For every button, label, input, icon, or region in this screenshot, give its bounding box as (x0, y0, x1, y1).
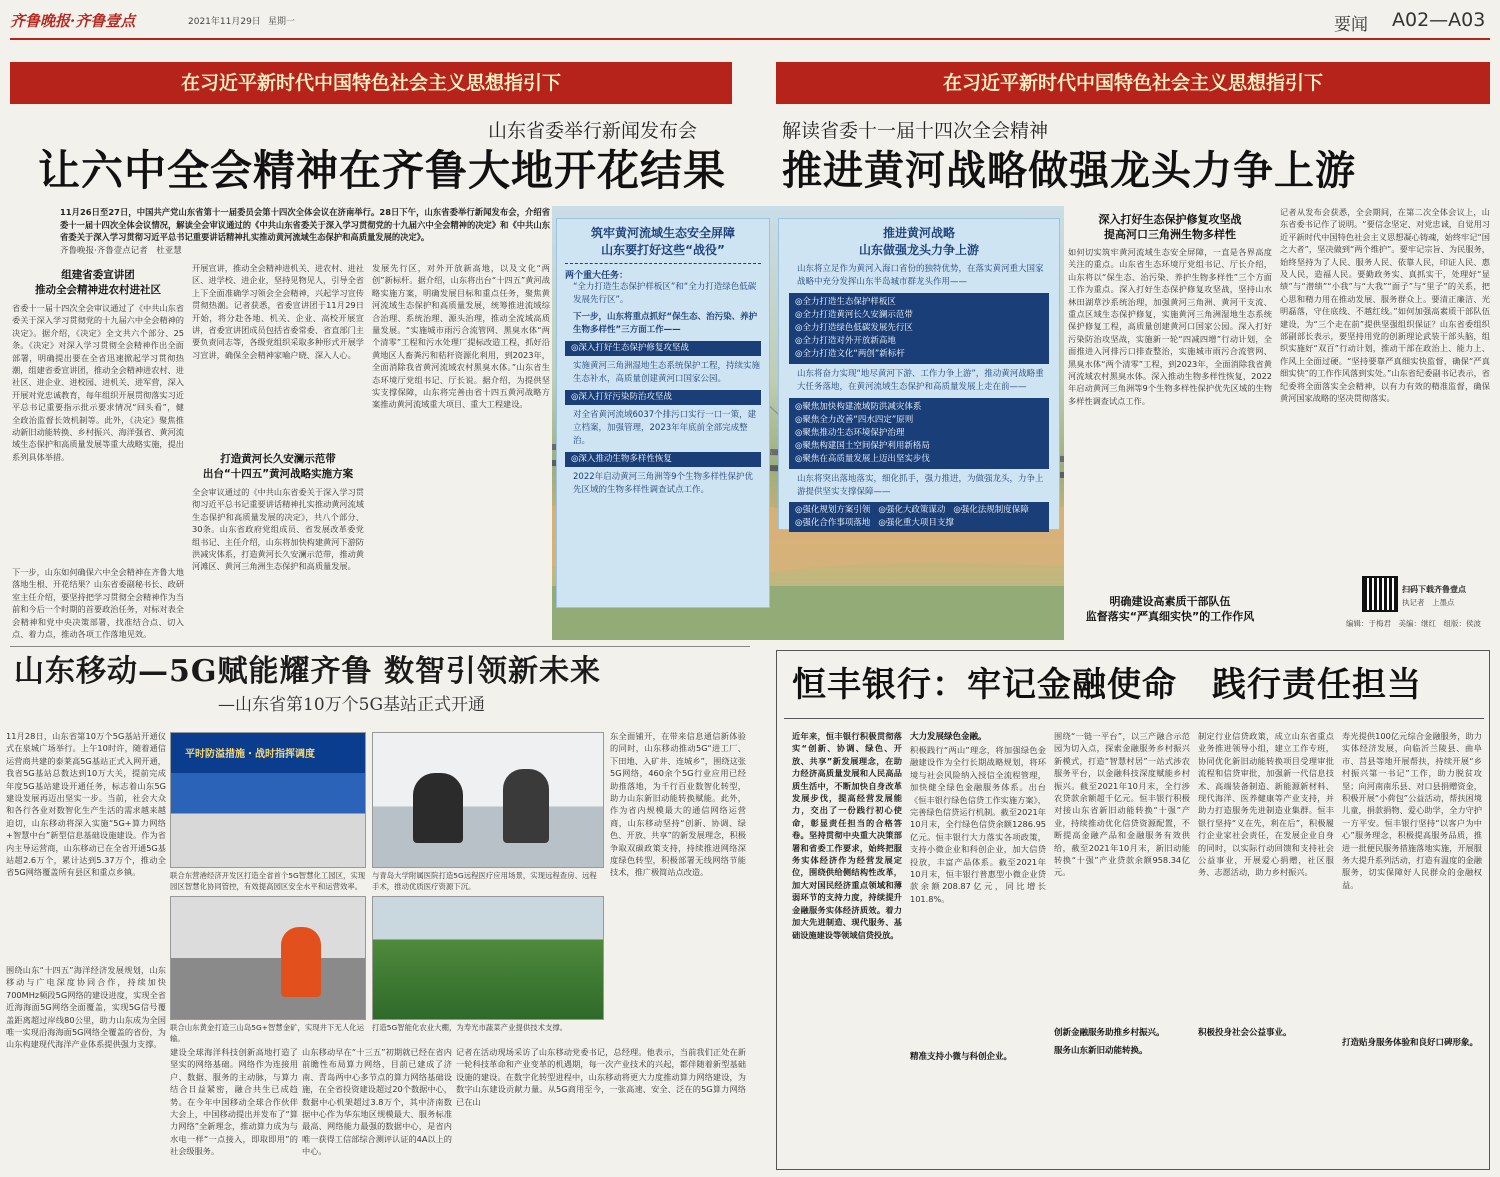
left-byline: 齐鲁晚报·齐鲁壹点记者 杜亚慧 (60, 246, 182, 256)
ad2-subhead-service: 打造贴身服务体验和良好口碑形象。 (1342, 1038, 1479, 1048)
person-figure (503, 769, 549, 843)
box1-item-3-text: 2022年启动黄河三角洲等9个生物多样性保护优先区域的生物多样性调查试点工作。 (573, 472, 754, 495)
ad1-col4-text: 东全面铺开，在带来信息通信新体验的同时，山东移动推动5G“进工厂、下田地、入矿井、连城乡”，围绕这张5G网络，460余个5G行业应用已经助推落地，为千行百业数智化转型，助力山东新旧动能转换赋能。此外，作为省内规模最大的通信网络运营商，山东移动坚持“创新、协调、绿色、开放、共享”的新发展理念，积极争取双碳政策支持，持续推进网络深度绿色转型，积极部署无线网络节能技术，推广极简站点改造。 (610, 731, 746, 878)
box2-tag: ◎强化重大项目支撑 (878, 518, 954, 528)
section-label: 要闻 (1334, 15, 1368, 35)
box1-item-3: ◎深入推动生物多样性恢复 (565, 452, 761, 467)
left-subhead-2: 打造黄河长久安澜示范带 出台“十四五”黄河战略实施方案 (202, 453, 354, 480)
right-col1-text: 如何切实筑牢黄河流域生态安全屏障，一直是各界高度关注的重点。山东省生态环境厅党组书记、厅长介绍，山东将以“保生态、治污染、养护生物多样性”三个方面工作为重点。深入打好生态保护修复攻坚战，坚持山水林田湖草沙系统治理，加强黄河三角洲、黄河干支流、重点区域生态保护修复，实施黄河三角洲湿地生态系统保护修复工程，高质量创建黄河口国家公园。深入打好污染防治攻坚战，实施新一轮“四减四增”行动计划，全面推进入河排污口排查整治，实施城市雨污合流管网、黑臭水体“两个清零”工程，到2023年，全面消除我省黄河流域农村黑臭水体。深入推动生物多样性恢复，2022年启动黄河三角洲等9个生物多样性保护优先区域的生物多样性调查试点工作。 (1068, 247, 1272, 406)
gold-mine-photo (170, 896, 366, 1020)
box1-title: 筑牢黄河流域生态安全屏障 山东要打好这些“战役” (590, 226, 735, 257)
strategy-info-box (778, 218, 1060, 530)
box2-tag: ◎强化法规制度保障 (953, 505, 1029, 515)
left-col1-text: 省委十一届十四次全会审议通过了《中共山东省委关于深入学习贯彻党的十九届六中全会精神的决定》。据介绍，《决定》全文共六个部分、25条。《决定》对深入学习贯彻全会精神作出全面部署，明确提出要在全省迅速掀起学习贯彻热潮，组建省委宣讲团，推动全会精神进农村、进社区、进企业、进校园、进机关、进军营，深入开展对党忠诚教育，每年组织开展贯彻落实习近平总书记重要指示批示要求情况“回头看”，健全政治监督长效机制等。此外，《决定》聚焦推动新旧动能转换、乡村振兴、海洋强省、黄河流域生态保护和高质量发展等重大战略实施，提出系列具体举措。 (12, 303, 184, 462)
qr-reporter: 执记者 上墨点 (1402, 598, 1455, 607)
ad1-col1-text: 11月28日，山东省第10万个5G基站开通仪式在泉城广场举行。上午10时许，随着通信运营商共建的泰莱高5G基站正式入网开通，我省5G基站总数达到10万大关，提前完成年度5G基站建设开通任务，标志着山东5G建设发展再迈出坚实一步。当前，社会大众和各行各业对数智化生产生活的需求越来越迫切，山东移动将深入实施“5G+算力网络+智慧中台”新型信息基础设施建设。作为省内主导运营商，山东移动已在全省开通5G基站超2.6万个，累计达到5.37万个，推动全省5G网络覆盖所有县区和重点乡镇。 (6, 731, 166, 878)
ad1-col1b-text: 围绕山东“十四五”海洋经济发展规划，山东移动与广电深度协同合作，持续加快700MHz频段5G网络的建设进度，实现全省近海海面5G网络全面覆盖，实现5G信号覆盖距离超过岸线80公里，助力山东成为全国唯一实现沿海海面5G网络全覆盖的省份，为山东构建现代海洋产业体系提供强力支撑。 (6, 965, 166, 1050)
left-banner: 在习近平新时代中国特色社会主义思想指引下 (10, 62, 732, 104)
right-headline: 推进黄河战略做强龙头力争上游 (782, 147, 1356, 194)
ad1-caption-2: 与青岛大学附属医院打造5G远程医疗应用场景，实现远程查房、远程手术，推动优质医疗资源下沉。 (372, 871, 597, 891)
ad1-caption-4: 打造5G智能化农业大棚，为寿光市蔬菜产业提供技术支撑。 (372, 1023, 568, 1032)
ad2-col3-text: 围绕“一链一平台”，以三产融合示范园为切入点，探索金融服务乡村振兴新模式，打造“智慧村居”一站式涉农服务平台，以金融科技深度赋能乡村振兴。截至2021年10月末，全行涉农贷款余额超千亿元。恒丰银行积极对接山东省新旧动能转换“十强”产业，持续推动优化信贷资源配置，不断提高金融产品和金融服务有效供给，截至2021年10月末，新旧动能转换“十强”产业贷款余额958.34亿元。 (1054, 731, 1190, 878)
greenhouse-photo (372, 896, 604, 1020)
box2-goal: ◎全力打造对外开放新高地 (795, 336, 896, 346)
control-center-photo (170, 732, 366, 868)
remote-medical-photo (372, 732, 604, 868)
ad2-col5-text: 寿光提供100亿元综合金融服务，助力实体经济发展，向临沂兰陵县、曲阜市、莒县等地开展帮扶，持续开展“乡村振兴第一书记”工作，助力脱贫攻坚；向河南南乐县、对口县捐赠资金，积极开展“小荷包”公益活动，帮扶困境儿童，捐款捐物、爱心助学，全力守护一方平安。恒丰银行坚持“以客户为中心”服务理念，积极提高服务品质，推进一批便民服务措施落地实施，开展服务大提升系列活动，打造有温度的金融服务，切实保障好人民群众的金融权益。 (1342, 731, 1482, 890)
left-headline: 让六中全会精神在齐鲁大地开花结果 (38, 146, 727, 195)
box2-focus: ◎聚焦构建国土空间保护利用新格局 (795, 441, 930, 451)
qr-code[interactable] (1362, 576, 1398, 612)
left-col1b-text: 下一步，山东如何确保六中全会精神在齐鲁大地落地生根、开花结果？山东省委副秘书长、政研室主任介绍，要坚持把学习贯彻全会精神作为当前和今后一个时期的首要政治任务，对标对表全会精神和党中央决策部署，找准结合点、切入点、着力点，推动各项工作落地见效。 (12, 567, 184, 640)
brand-logo: 齐鲁晚报·齐鲁壹点 (10, 12, 136, 30)
person-figure (413, 773, 463, 843)
right-banner: 在习近平新时代中国特色社会主义思想指引下 (776, 62, 1490, 104)
issue-date: 2021年11月29日 (188, 17, 261, 27)
box2-tag-list (789, 502, 1049, 532)
box2-tag: ◎强化大政策谋动 (878, 505, 946, 515)
right-col2-text: 记者从发布会获悉，全会期间，在第二次全体会议上，山东省委书记作了说明。“要信念坚定、对党忠诚，自觉用习近平新时代中国特色社会主义思想凝心铸魂，始终牢记“国之大者”，坚决做到“两个维护”。要牢记宗旨、为民服务，始终坚持为了人民、服务人民、依靠人民，印证人民、惠及人民，造福人民。要勤政务实、真抓实干，处理好“显绩”与“潜绩”“小我”与“大我”“面子”与“里子”的关系，把心思和精力用在推动发展、服务群众上。要清正廉洁、光明磊落，守住底线、不越红线。”如何加强高素质干部队伍建设，为“三个走在前”提供坚强组织保证？山东省委组织部副部长表示，要坚持用党的创新理论武装干部头脑，组织实施好“双百”行动计划，推动干部在政治上、能力上、作风上全面过硬。“坚持要靠严真细实快监督，确保“严真细实快”的工作作风落到实处。”山东省纪委副书记表示，省纪委将全面落实全会精神，以有力有效的精准监督，确保黄河国家战略的坚决贯彻落实。 (1280, 207, 1490, 404)
left-subhead-1: 组建省委宣讲团 推动全会精神进农村进社区 (35, 269, 161, 296)
ad2-subhead-rural: 创新金融服务助推乡村振兴。 (1054, 1028, 1165, 1038)
ad2-subhead-conversion: 服务山东新旧动能转换。 (1054, 1046, 1148, 1056)
box1-item-1: ◎深入打好生态保护修复攻坚战 (565, 341, 761, 356)
box2-focus: ◎聚焦推动生态环境保护治理 (795, 428, 905, 438)
ad2-rule (784, 718, 1484, 719)
ad2-headline: 恒丰银行：牢记金融使命 践行责任担当 (792, 665, 1422, 705)
box2-focus: ◎聚焦在高质量发展上迈出坚实步伐 (795, 454, 930, 464)
box2-goal: ◎全力打造文化“两创”新标杆 (795, 349, 905, 359)
screen-text: 平时防溢措施・战时指挥调度 (185, 749, 315, 760)
editor-credits: 编辑：于梅君 美编：继红 组版：侯波 (1346, 619, 1481, 628)
left-col2b-text: 全会审议通过的《中共山东省委关于深入学习贯彻习近平总书记重要讲话精神扎实推动黄河流域生态保护和高质量发展的决定》，共八个部分、30条。山东省政府党组成员、省发展改革委党组书记、主任介绍，山东将加快构建黄河下游防洪减灾体系，打造黄河长久安澜示范带，推动黄河滩区、黄河三角洲生态保护和高质量发展。 (192, 487, 364, 572)
box2-focus: ◎聚焦全力改善“四水四定”原则 (795, 415, 914, 425)
ecology-info-box (556, 218, 770, 608)
ad1-col4b-text: 记者在活动现场采访了山东移动党委书记，总经理。他表示，当前我们正处在新一轮科技革命和产业变革的机遇期，每一次产业技术的兴起，都伴随着新型基础设施的建设。在数字化转型进程中，山东移动将更大力度推动算力网络建设，为数字山东建设贡献力量。从5G商用至今，一张高速、安全、泛在的5G算力网络已在山 (456, 1047, 746, 1107)
right-subhead-2: 明确建设高素质干部队伍 监督落实“严真细实快”的工作作风 (1085, 595, 1255, 623)
box2-title: 推进黄河战略 山东做强龙头力争上游 (858, 226, 979, 257)
ad1-col3-text: 山东移动早在“十三五”初期就已经在省内前瞻性布局算力网络，目前已建成了济南、青岛两中心多节点的算力网络基础设施，在全省投资建设超过20个数据中心，数据中心机架超过3.8万个，其中济南数据中心作为华东地区规模最大、服务标准最高、网络能力最强的数据中心，是省内唯一获得工信部综合测评认证的4A以上的中心。 (302, 1047, 452, 1157)
ad1-headline: 山东移动—5G赋能耀齐鲁 数智引领新未来 (14, 654, 601, 689)
ad1-caption-3: 联合山东黄金打造三山岛5G+智慧金矿，实现井下无人化运输。 (170, 1023, 364, 1043)
ad2-col2-text: 积极践行“两山”理念，将加强绿色金融建设作为全行长期战略规划，将环境与社会风险纳入授信全流程管理，加快健全绿色金融服务体系。出台《恒丰银行绿色信贷工作实施方案》，完善绿色信贷运行机制。截至2021年10月末，全行绿色信贷余额1286.95亿元。恒丰银行大力落实各项政策，支持小微企业和科创企业，加大信贷投放，丰富产品体系。截至2021年10月末，恒丰银行普惠型小微企业贷款余额208.87亿元，同比增长101.8%。 (910, 745, 1046, 904)
left-lead: 11月26日至27日，中国共产党山东省第十一届委员会第十四次全体会议在济南举行。28日下午，山东省委举行新闻发布会，介绍省委十一届十四次全体会议情况，解读全会审议通过的《中共山东省委关于深入学习贯彻党的十九届六中全会精神的决定》和《中共山东省委关于深入学习贯彻习近平总书记重要讲话精神扎实推动黄河流域生态保护和高质量发展的决定》。 (60, 207, 550, 242)
ad2-col4-text: 制定行业信贷政策，成立山东省重点业务推进领导小组，建立工作专班，协同优化新旧动能转换项目受理审批流程和信贷审批，加强新一代信息技术、高端装备制造、新能源新材料、现代海洋、医养健康等产业支持，并助力打造服务先进制造业集群。恒丰银行坚持“义在先，利在后”，积极履行企业家社会责任，在发展企业自身的同时，以实际行动回馈和支持社会公益事业，开展爱心捐赠，社区服务、志愿活动，助力乡村振兴。 (1198, 731, 1334, 878)
section-divider (10, 646, 750, 647)
box2-goal-list (789, 293, 1049, 364)
ad2-subhead-charity: 积极投身社会公益事业。 (1198, 1028, 1292, 1038)
box1-item-1-text: 实施黄河三角洲湿地生态系统保护工程，持续实施生态补水，高质量创建黄河口国家公园。 (573, 361, 761, 384)
box1-heading: 两个重大任务： (565, 271, 629, 281)
box1-item-2-text: 对全省黄河流域6037个排污口实行一口一策，建立档案，加强管理，2023年年底前全部完成整治。 (573, 410, 757, 446)
box2-goal: ◎全力打造黄河长久安澜示范带 (795, 310, 913, 320)
box2-goal: ◎全力打造生态保护样板区 (795, 297, 896, 307)
box1-plan-text: 下一步，山东将重点抓好“保生态、治污染、养护生物多样性”三方面工作—— (573, 312, 758, 335)
left-col3-text: 发展先行区，对外开放新高地，以及文化“两创”新标杆。据介绍，山东将出台“十四五”黄河战略实施方案，明确发展目标和重点任务，聚焦黄河流域生态保护和高质量发展，统筹推进流域综合治理、系统治理、源头治理，推动全流域高质量发展。“实施城市雨污合流管网、黑臭水体“两个清零”工程和污水处理厂提标改造工程，抓好沿黄地区人畜粪污和秸秆资源化利用，到2023年，全面消除我省黄河流域农村黑臭水体。”山东省生态环境厅党组书记、厅长说。据介绍，为提供坚实支撑保障，山东将完善由省十四五黄河战略方案推动黄河流域重大项目、重大工程建设。 (372, 263, 550, 410)
box2-tag: ◎强化规划方案引领 (795, 505, 871, 515)
box2-focus-list (789, 398, 1049, 469)
qr-label: 扫码下载齐鲁壹点 (1402, 585, 1466, 594)
box2-goal: ◎全力打造绿色低碳发展先行区 (795, 323, 913, 333)
ad1-caption-1: 联合东营港经济开发区打造全省首个5G智慧化工园区，实现园区智慧化协同管控，有效提高园区安全水平和运营效率。 (170, 871, 366, 891)
ad1-col2-text: 建设全球海洋科技创新高地打造了坚实的网络基础。网络作为连接用户、数据、服务的主动脉，与算力结合日益紧密，融合共生已成趋势。在今年中国移动全球合作伙伴大会上，中国移动提出并发布了“算力网络”全新理念，推动算力成为与水电一样“一点接入，即取即用”的社会级服务。 (170, 1047, 298, 1157)
ad1-subhead: —山东省第10万个5G基站正式开通 (218, 695, 486, 715)
ad2-subhead-smallbiz: 精准支持小微与科创企业。 (910, 1052, 1013, 1062)
box1-task-text: “全力打造生态保护样板区”和“全力打造绿色低碳发展先行区”。 (573, 282, 757, 305)
box2-focus: ◎聚焦加快构建流域防洪减灾体系 (795, 402, 922, 412)
right-subhead-1: 深入打好生态保护修复攻坚战 提高河口三角洲生物多样性 (1098, 213, 1242, 241)
right-kicker: 解读省委十一届十四次全会精神 (782, 120, 1049, 142)
issue-weekday: 星期一 (268, 17, 296, 27)
box2-tag: ◎强化合作事项落地 (795, 518, 871, 528)
left-col2-text: 开展宣讲，推动全会精神进机关、进农村、进社区、进学校、进企业，坚持见物见人，引导全省上下全面准确学习领会全会精神，兴起学习宣传贯彻热潮。记者获悉，省委宣讲团于11月29日开始，将分赴各地、机关、企业、高校开展宣讲，省委宣讲团成员包括省委常委、省直部门主要负责同志等，各级党组织采取多种形式开展学习宣讲，确保全会精神家喻户晓、深入人心。 (192, 263, 364, 360)
ad2-lead: 近年来，恒丰银行积极贯彻落实“创新、协调、绿色、开放、共享”新发展理念，在助力经济高质量发展和人民高品质生活中，不断加快自身改革发展步伐，提高经营发展能力，交出了一份践行初心使命，彰显责任担当的合格答卷。坚持贯彻中央重大决策部署和省委工作要求，始终把服务实体经济作为经营发展定位，围绕供给侧结构性改革，加大对国民经济重点领域和薄弱环节的支持力度，持续提升金融服务实体经济质效。着力加大先进制造、现代服务、基础设施建设等领域信贷投放。 (792, 731, 902, 940)
page-numbers: A02—A03 (1392, 9, 1486, 31)
masthead (10, 6, 1490, 40)
box2-end: 山东将突出落地落实，细化抓手，强力推进，为做强龙头，力争上游提供坚实支撑保障—— (797, 474, 1044, 497)
operator-figure (281, 927, 321, 997)
box1-item-2: ◎深入打好污染防治攻坚战 (565, 390, 761, 405)
box2-mid: 山东将奋力实现“地尽黄河下游、工作力争上游”，推动黄河战略重大任务落地，在黄河流域生态保护和高质量发展上走在前—— (797, 369, 1044, 392)
left-kicker: 山东省委举行新闻发布会 (488, 120, 698, 142)
box2-intro: 山东将立足作为黄河入海口省份的独特优势，在落实黄河重大国家战略中充分发挥山东半岛城市群龙头作用—— (797, 264, 1044, 287)
ad2-subhead-green: 大力发展绿色金融。 (910, 732, 987, 742)
